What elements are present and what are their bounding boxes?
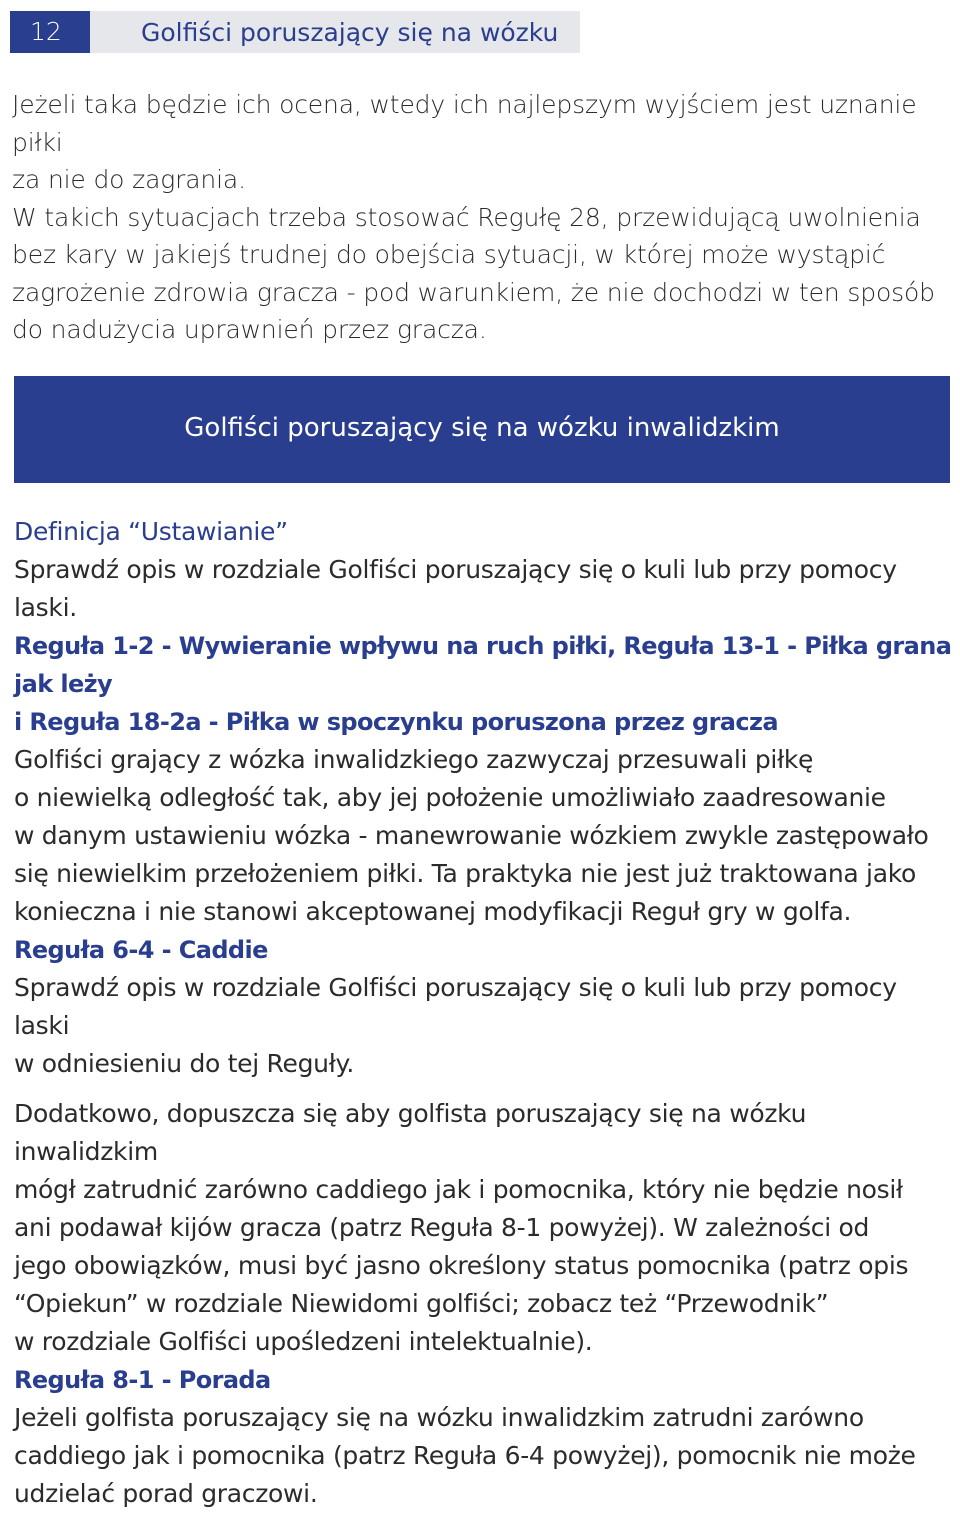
text-line: Jeżeli golfista poruszający się na wózku inwalidzkim zatrudni zarówno bbox=[14, 1403, 864, 1432]
body-regula-6-4-additional bbox=[14, 1095, 954, 1361]
text-line: do nadużycia uprawnień przez gracza. bbox=[12, 315, 487, 344]
text-line: za nie do zagrania. bbox=[12, 165, 246, 194]
page-number: 12 bbox=[10, 11, 90, 53]
paragraph-gap bbox=[14, 1083, 954, 1095]
text-line: w danym ustawieniu wózka - manewrowanie wózkiem zwykle zastępowało bbox=[14, 821, 929, 850]
text-line: jego obowiązków, musi być jasno określony status pomocnika (patrz opis bbox=[14, 1251, 909, 1280]
text-line: W takich sytuacjach trzeba stosować Regułę 28, przewidującą uwolnienia bbox=[12, 202, 921, 232]
running-title: Golfiści poruszający się na wózku bbox=[141, 18, 559, 47]
heading-regula-6-4: Reguła 6-4 - Caddie bbox=[14, 936, 268, 964]
text-line: udzielać porad graczowi. bbox=[14, 1479, 318, 1508]
body-regula-6-4 bbox=[14, 969, 954, 1083]
intro-paragraph-1 bbox=[12, 86, 952, 199]
text-line: mógł zatrudnić zarówno caddiego jak i pomocnika, który nie będzie nosił bbox=[14, 1175, 903, 1204]
main-content bbox=[14, 513, 954, 1513]
heading-regula-8-1: Reguła 8-1 - Porada bbox=[14, 1366, 271, 1394]
body-regula-1-2 bbox=[14, 741, 954, 931]
text-line: Sprawdź opis w rozdziale Golfiści poruszający się o kuli lub przy pomocy laski. bbox=[14, 555, 897, 622]
body-regula-8-1 bbox=[14, 1399, 954, 1513]
intro-paragraph-2 bbox=[12, 199, 952, 349]
text-line: Jeżeli taka będzie ich ocena, wtedy ich najlepszym wyjściem jest uznanie piłki bbox=[12, 90, 917, 157]
text-line: się niewielkim przełożeniem piłki. Ta praktyka nie jest już traktowana jako bbox=[14, 859, 917, 888]
page-header bbox=[10, 11, 580, 53]
text-line: caddiego jak i pomocnika (patrz Reguła 6-4 powyżej), pomocnik nie może bbox=[14, 1441, 916, 1470]
text-line: ani podawał kijów gracza (patrz Reguła 8-1 powyżej). W zależności od bbox=[14, 1213, 870, 1242]
body-definicja bbox=[14, 551, 954, 627]
heading-regula-1-2 bbox=[14, 627, 954, 741]
text-line: w odniesieniu do tej Reguły. bbox=[14, 1049, 355, 1078]
text-line: “Opiekun” w rozdziale Niewidomi golfiści; zobacz też “Przewodnik” bbox=[14, 1289, 829, 1318]
heading-definicja: Definicja “Ustawianie” bbox=[14, 517, 288, 546]
text-line: i Reguła 18-2a - Piłka w spoczynku poruszona przez gracza bbox=[14, 708, 778, 736]
text-line: zagrożenie zdrowia gracza - pod warunkiem, że nie dochodzi w ten sposób bbox=[12, 277, 935, 307]
text-line: bez kary w jakiejś trudnej do obejścia sytuacji, w której może wystąpić bbox=[12, 240, 886, 269]
text-line: Golfiści grający z wózka inwalidzkiego zazwyczaj przesuwali piłkę bbox=[14, 745, 814, 774]
banner-title: Golfiści poruszający się na wózku inwalidzkim bbox=[184, 412, 780, 443]
section-banner bbox=[14, 376, 950, 483]
intro-text bbox=[12, 86, 952, 349]
text-line: Sprawdź opis w rozdziale Golfiści poruszający się o kuli lub przy pomocy laski bbox=[14, 973, 897, 1040]
text-line: w rozdziale Golfiści upośledzeni intelektualnie). bbox=[14, 1327, 593, 1356]
text-line: konieczna i nie stanowi akceptowanej modyfikacji Reguł gry w golfa. bbox=[14, 897, 852, 926]
text-line: Reguła 1-2 - Wywieranie wpływu na ruch piłki, Reguła 13-1 - Piłka grana jak leży bbox=[14, 632, 952, 698]
text-line: Dodatkowo, dopuszcza się aby golfista poruszający się na wózku inwalidzkim bbox=[14, 1099, 807, 1166]
text-line: o niewielką odległość tak, aby jej położenie umożliwiało zaadresowanie bbox=[14, 783, 886, 812]
